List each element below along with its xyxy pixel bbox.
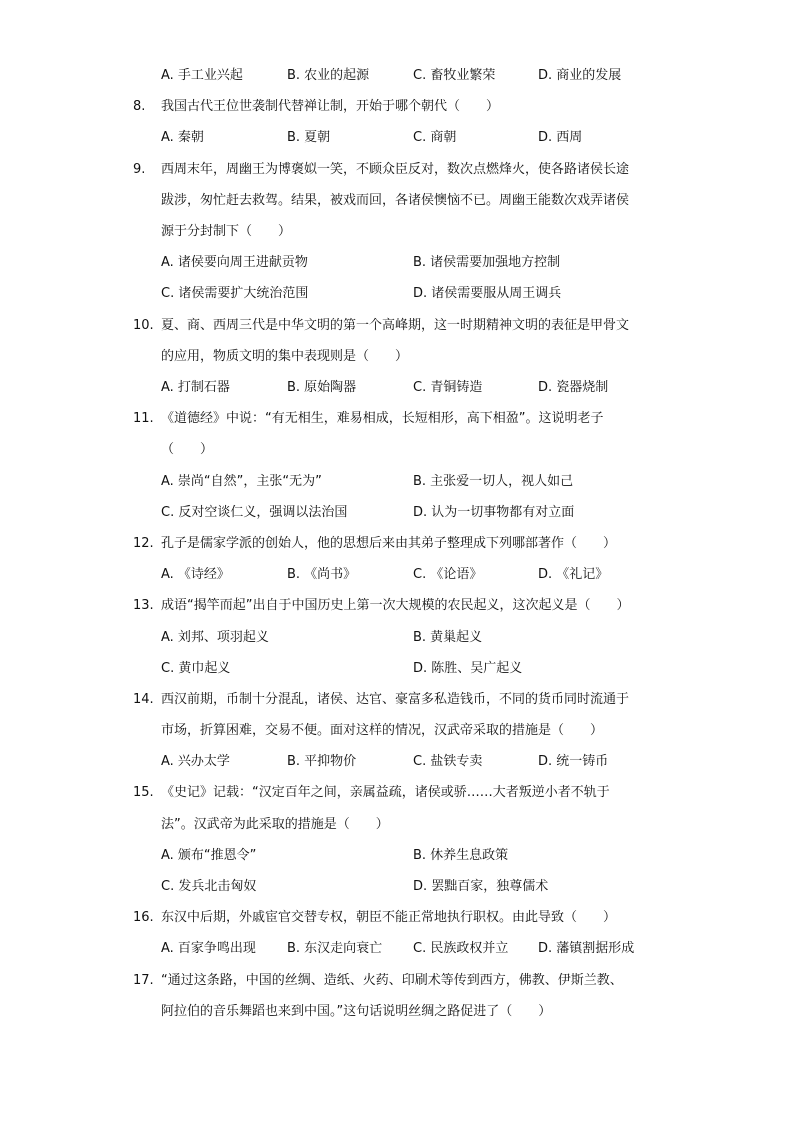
question-text: 阿拉伯的音乐舞蹈也来到中国。”这句话说明丝绸之路促进了（ ） bbox=[161, 1004, 552, 1019]
question-number: 12. bbox=[133, 536, 154, 551]
option-b: B. 原始陶器 bbox=[287, 380, 357, 395]
question-number: 9. bbox=[133, 162, 146, 177]
option-d: D. 统一铸币 bbox=[538, 754, 609, 769]
question-text: 我国古代王位世袭制代替禅让制，开始于哪个朝代（ ） bbox=[161, 99, 500, 114]
question-text: 市场，折算困难，交易不便。面对这样的情况，汉武帝采取的措施是（ ） bbox=[161, 723, 604, 738]
question-text: 成语“揭竿而起”出自于中国历史上第一次大规模的农民起义，这次起义是（ ） bbox=[161, 598, 630, 613]
option-c: C. 诸侯需要扩大统治范围 bbox=[161, 286, 309, 301]
question-number: 13. bbox=[133, 598, 154, 613]
question-text: 孔子是儒家学派的创始人，他的思想后来由其弟子整理成下列哪部著作（ ） bbox=[161, 536, 617, 551]
option-b: B. 夏朝 bbox=[287, 130, 331, 145]
question-text: 西汉前期，币制十分混乱，诸侯、达官、豪富多私造钱币，不同的货币同时流通于 bbox=[161, 692, 630, 707]
option-c: C. 发兵北击匈奴 bbox=[161, 879, 257, 894]
question-text: 东汉中后期，外戚宦官交替专权，朝臣不能正常地执行职权。由此导致（ ） bbox=[161, 910, 617, 925]
question-text: “通过这条路，中国的丝绸、造纸、火药、印刷术等传到西方，佛教、伊斯兰教、 bbox=[161, 973, 623, 988]
option-c: C. 青铜铸造 bbox=[413, 380, 483, 395]
option-b: B. 主张爱一切人，视人如己 bbox=[413, 474, 574, 489]
question-text: 源于分封制下（ ） bbox=[161, 224, 292, 239]
question-text: （ ） bbox=[161, 442, 214, 457]
question-number: 17. bbox=[133, 973, 154, 988]
question-text: 《道德经》中说：“有无相生，难易相成，长短相形，高下相盈”。这说明老子 bbox=[161, 411, 604, 426]
question-text: 夏、商、西周三代是中华文明的第一个高峰期，这一时期精神文明的表征是甲骨文 bbox=[161, 318, 630, 333]
option-d: D. 西周 bbox=[538, 130, 583, 145]
option-c: C. 盐铁专卖 bbox=[413, 754, 483, 769]
option-a: A. 兴办太学 bbox=[161, 754, 230, 769]
option-a: A. 百家争鸣出现 bbox=[161, 941, 256, 956]
option-a: A. 《诗经》 bbox=[161, 567, 230, 582]
option-a: A. 崇尚“自然”，主张“无为” bbox=[161, 474, 322, 489]
option-b: B. 平抑物价 bbox=[287, 754, 357, 769]
option-d: D. 认为一切事物都有对立面 bbox=[413, 505, 575, 520]
option-d: D. 瓷器烧制 bbox=[538, 380, 609, 395]
option-b: B. 东汉走向衰亡 bbox=[287, 941, 383, 956]
option-a: A. 秦朝 bbox=[161, 130, 204, 145]
question-text: 跋涉，匆忙赶去救驾。结果，被戏而回，各诸侯懊恼不已。周幽王能数次戏弄诸侯 bbox=[161, 193, 630, 208]
option-b: B. 《尚书》 bbox=[287, 567, 357, 582]
option-a: A. 手工业兴起 bbox=[161, 68, 243, 83]
option-b: B. 黄巢起义 bbox=[413, 630, 483, 645]
option-c: C. 畜牧业繁荣 bbox=[413, 68, 496, 83]
option-c: C. 商朝 bbox=[413, 130, 457, 145]
question-number: 16. bbox=[133, 910, 154, 925]
question-text: 西周末年，周幽王为博褒姒一笑，不顾众臣反对，数次点燃烽火，使各路诸侯长途 bbox=[161, 162, 630, 177]
option-a: A. 打制石器 bbox=[161, 380, 230, 395]
option-d: D. 罢黜百家，独尊儒术 bbox=[413, 879, 549, 894]
question-text: 《史记》记载：“汉定百年之间，亲属益疏，诸侯或骄……大者叛逆小者不轨于 bbox=[161, 785, 610, 800]
option-d: D. 商业的发展 bbox=[538, 68, 622, 83]
option-d: D. 诸侯需要服从周王调兵 bbox=[413, 286, 562, 301]
option-c: C. 黄巾起义 bbox=[161, 661, 231, 676]
option-b: B. 诸侯需要加强地方控制 bbox=[413, 255, 561, 270]
option-a: A. 诸侯要向周王进献贡物 bbox=[161, 255, 308, 270]
question-number: 14. bbox=[133, 692, 154, 707]
option-b: B. 农业的起源 bbox=[287, 68, 370, 83]
option-d: D. 《礼记》 bbox=[538, 567, 609, 582]
question-number: 11. bbox=[133, 411, 154, 426]
question-text: 法”。汉武帝为此采取的措施是（ ） bbox=[161, 817, 389, 832]
option-d: D. 藩镇割据形成 bbox=[538, 941, 635, 956]
option-a: A. 刘邦、项羽起义 bbox=[161, 630, 269, 645]
option-b: B. 休养生息政策 bbox=[413, 848, 509, 863]
question-text: 的应用，物质文明的集中表现则是（ ） bbox=[161, 349, 409, 364]
question-number: 8. bbox=[133, 99, 146, 114]
question-number: 15. bbox=[133, 785, 154, 800]
question-number: 10. bbox=[133, 318, 154, 333]
option-d: D. 陈胜、吴广起义 bbox=[413, 661, 523, 676]
option-a: A. 颁布“推恩令” bbox=[161, 848, 257, 863]
option-c: C. 反对空谈仁义，强调以法治国 bbox=[161, 505, 348, 520]
option-c: C. 《论语》 bbox=[413, 567, 483, 582]
option-c: C. 民族政权并立 bbox=[413, 941, 509, 956]
